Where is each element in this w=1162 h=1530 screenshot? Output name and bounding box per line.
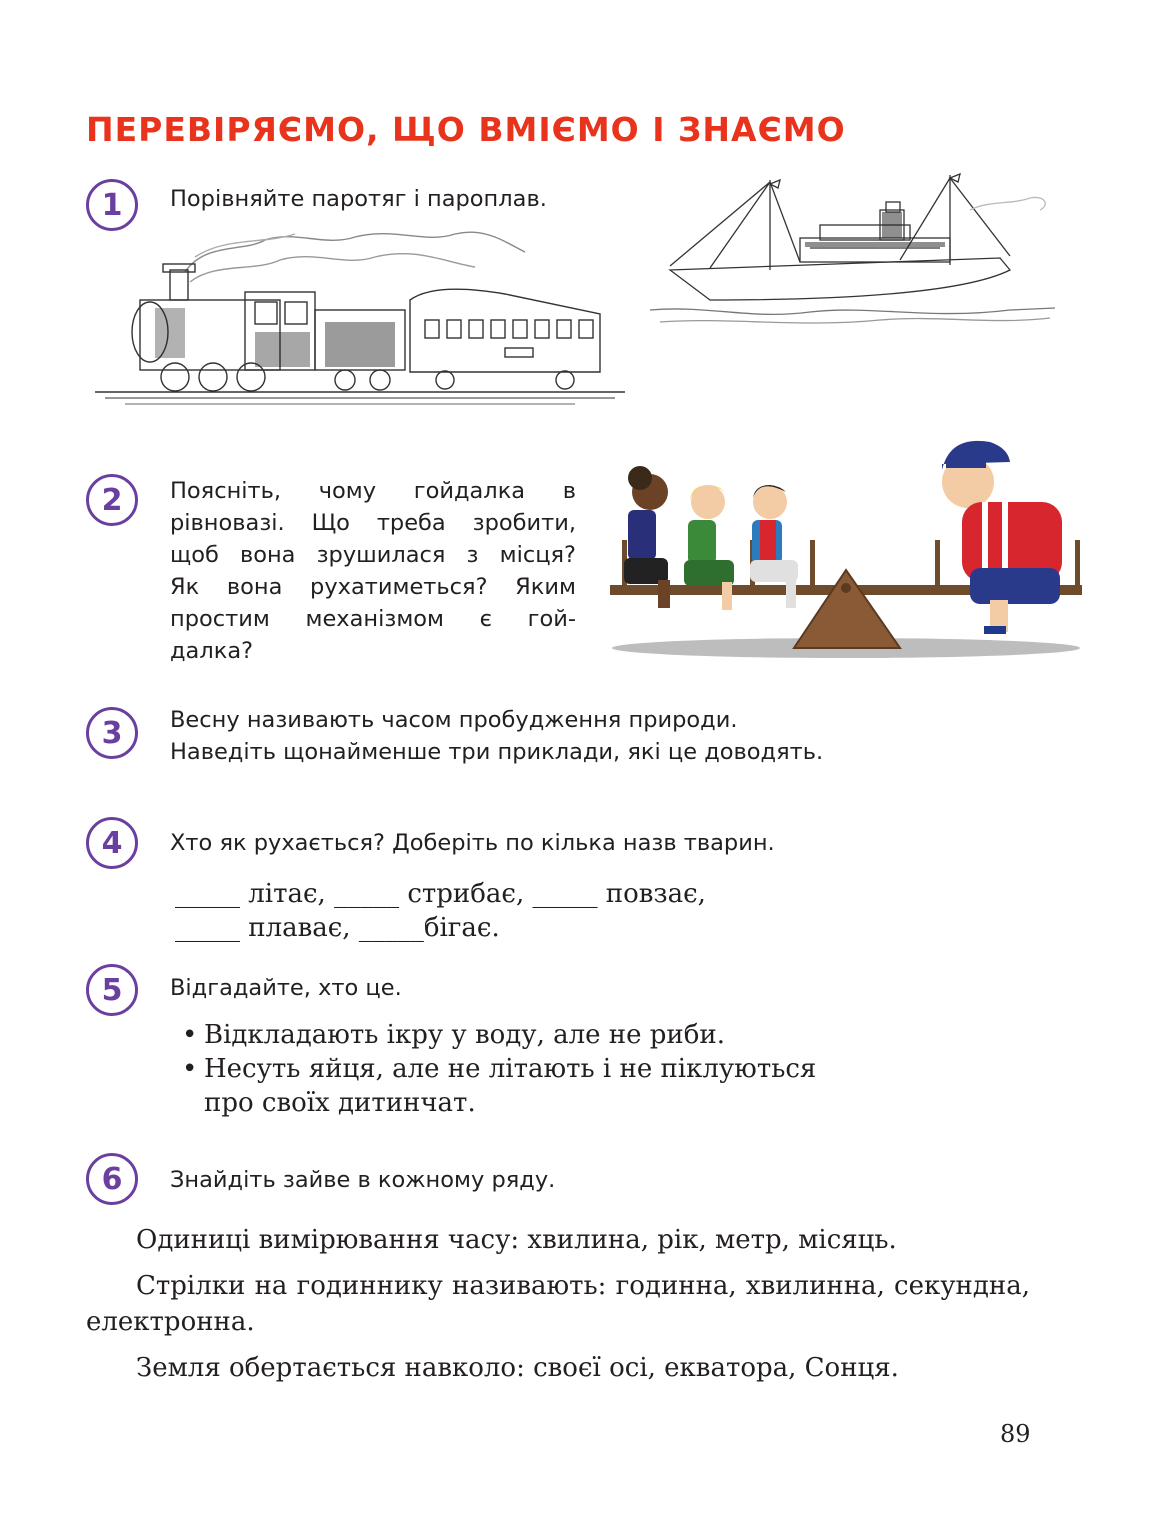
riddle-continuation: про своїх дитинчат. — [204, 1088, 476, 1118]
bullet-icon: • — [182, 1020, 198, 1050]
task-number-4: 4 — [86, 817, 138, 869]
task-2-text — [170, 475, 576, 667]
page-number: 89 — [1000, 1420, 1031, 1448]
task-number-1: 1 — [86, 179, 138, 231]
page-title: ПЕРЕВІРЯЄМО, ЩО ВМІЄМО І ЗНАЄМО — [86, 110, 846, 149]
task-6-row: Земля обертається навколо: своєї осі, екватора, Сонця. — [136, 1353, 899, 1383]
task-2-line: простим механізмом є гой- — [170, 606, 576, 632]
bullet-icon: • — [182, 1054, 198, 1084]
riddle-text: Відкладають ікру у воду, але не риби. — [204, 1020, 725, 1050]
task-6-text: Знайдіть зайве в кожному ряду. — [170, 1167, 556, 1193]
task-6-row: Стрілки на годиннику називають: годинна, хвилинна, секундна, електронна. — [86, 1271, 1030, 1337]
task-2-line: Як вона рухатиметься? Яким — [170, 574, 576, 600]
task-2-line: рівновазі. Що треба зробити, — [170, 510, 576, 536]
task-6-rows — [86, 1222, 1030, 1386]
task-1-text: Порівняйте паротяг і пароплав. — [170, 186, 547, 212]
riddle-item — [182, 1018, 816, 1052]
riddle-item — [182, 1052, 816, 1086]
steam-locomotive-illustration — [95, 222, 625, 407]
task-4-fill-in — [175, 877, 706, 945]
task-number-3: 3 — [86, 707, 138, 759]
task-number-5: 5 — [86, 964, 138, 1016]
task-number-6: 6 — [86, 1153, 138, 1205]
task-3-line: Наведіть щонайменше три приклади, які це доводять. — [170, 739, 824, 765]
fill-in-line: _____ літає, _____ стрибає, _____ повзає, — [175, 879, 706, 909]
steamship-illustration — [650, 170, 1055, 330]
task-5-text: Відгадайте, хто це. — [170, 975, 402, 1001]
task-2-line: Поясніть, чому гойдалка в — [170, 478, 576, 504]
task-2-line: далка? — [170, 638, 254, 664]
task-number-2: 2 — [86, 474, 138, 526]
task-3-text — [170, 704, 823, 768]
seesaw-illustration — [610, 430, 1082, 662]
fill-in-line: _____ плаває, _____бігає. — [175, 913, 500, 943]
task-5-riddles — [182, 1018, 816, 1120]
task-4-text: Хто як рухається? Доберіть по кілька назв тварин. — [170, 830, 775, 856]
seesaw-fulcrum — [794, 570, 900, 648]
task-6-row: Одиниці вимірювання часу: хвилина, рік, метр, місяць. — [136, 1225, 897, 1255]
task-2-line: щоб вона зрушилася з місця? — [170, 542, 576, 568]
riddle-text: Несуть яйця, але не літають і не піклуються — [204, 1054, 817, 1084]
task-3-line: Весну називають часом пробудження природи. — [170, 707, 738, 733]
